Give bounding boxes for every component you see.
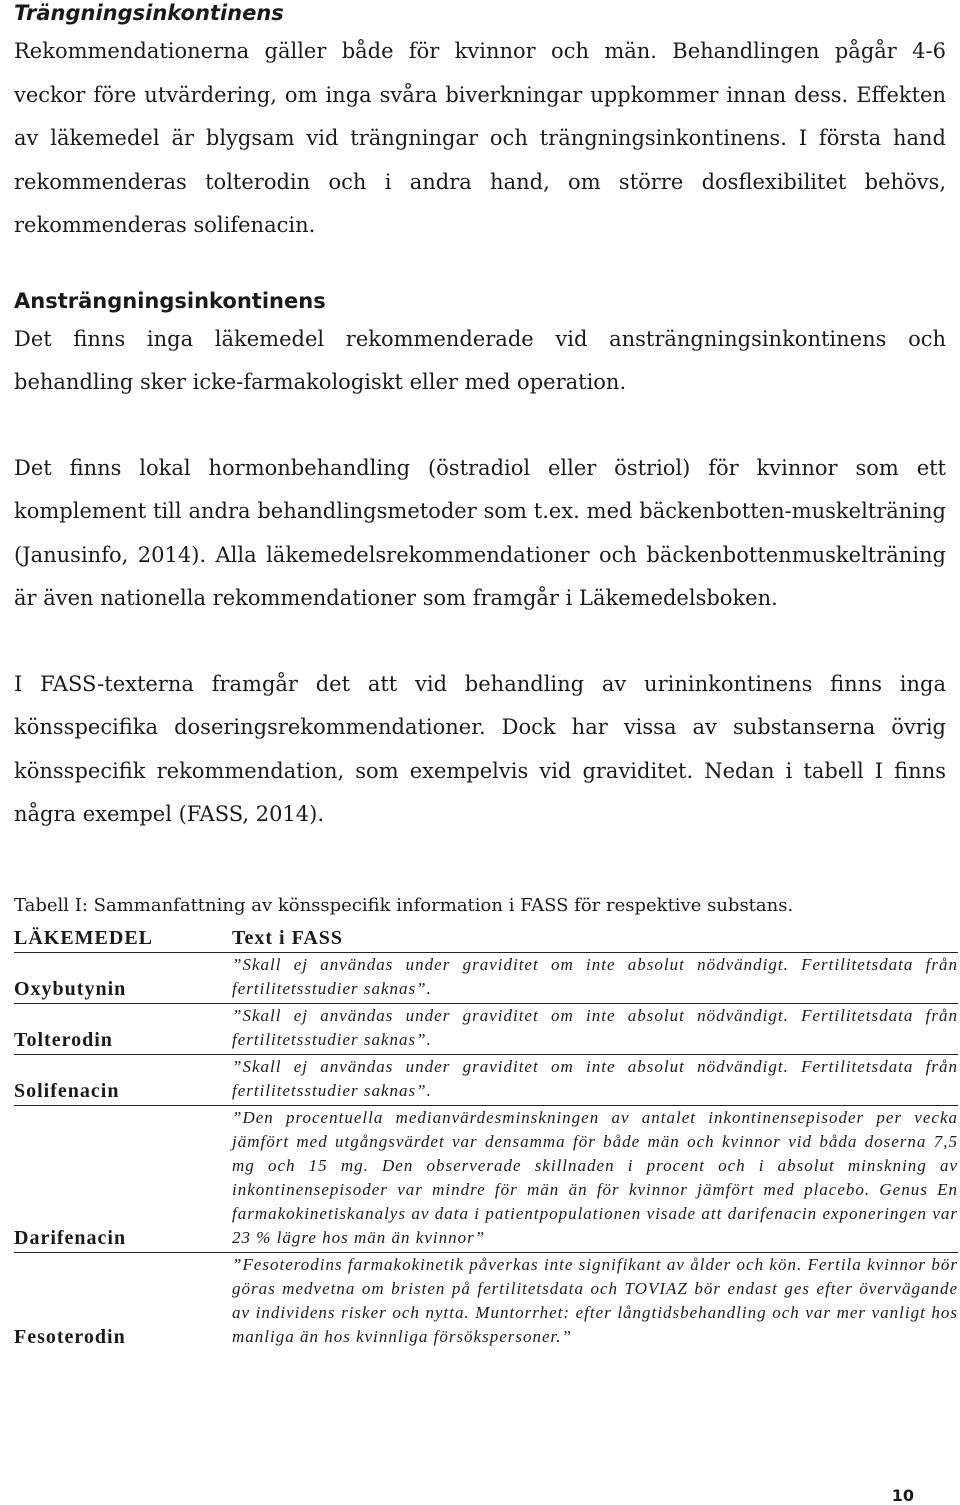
drug-name: Fesoterodin: [14, 1325, 126, 1348]
table-header-row: [14, 927, 958, 953]
header-text-i-fass: Text i FASS: [212, 927, 958, 953]
table-caption: Tabell I: Sammanfattning av könsspecifik information i FASS för respektive substans.: [14, 894, 794, 916]
fass-text: ”Skall ej användas under graviditet om inte absolut nödvändigt. Fertilitetsdata från fertilitetsstudier saknas”.: [212, 1003, 958, 1054]
paragraph-hormonbehandling: Det finns lokal hormonbehandling (östradiol eller östriol) för kvinnor som ett komplement till andra behandlingsmetoder som t.ex. med bäckenbotten-muskelträning (Janusinfo, 2014). Alla läkemedelsrekommendationer och bäckenbottenmuskelträning är även nationella rekommendationer som framgår i Läkemedelsboken.: [14, 455, 946, 610]
fass-table: [14, 927, 958, 1351]
fass-text: ”Skall ej användas under graviditet om inte absolut nödvändigt. Fertilitetsdata från fertilitetsstudier saknas”.: [212, 1054, 958, 1105]
fass-text: ”Skall ej användas under graviditet om inte absolut nödvändigt. Fertilitetsdata från fertilitetsstudier saknas”.: [212, 952, 958, 1003]
table-row: [14, 1252, 958, 1351]
drug-name: Darifenacin: [14, 1105, 212, 1252]
table-row: [14, 1105, 958, 1252]
fass-text: ”Den procentuella medianvärdesminskningen av antalet inkontinensepisoder per vecka jämfört med utgångsvärdet var densamma för både män och kvinnor vid båda doserna 7,5 mg och 15 mg. Den observerade skillnaden i procent och i absolut minskning av inkontinensepisoder var mindre för män än för kvinnor jämfört med placebo. Genus En farmakokinetiskanalys av data i patientpopulationen visade att darifenacin exponeringen var 23 % lägre hos män än kvinnor”: [212, 1105, 958, 1252]
drug-name: Tolterodin: [14, 1003, 212, 1054]
drug-name: Oxybutynin: [14, 952, 212, 1003]
fass-text: ”Fesoterodins farmakokinetik påverkas inte signifikant av ålder och kön. Fertila kvinnor bör göras medvetna om bristen på fertilitetsdata och TOVIAZ bör endast ges efter övervägande av individens risker och nytta. Muntorrhet: efter långtidsbehandling och var mer vanligt hos manliga än hos kvinnliga försökspersoner.”: [232, 1254, 958, 1346]
table-row: [14, 1003, 958, 1054]
page-number: 10: [891, 1486, 914, 1505]
header-lakemedel: LÄKEMEDEL: [14, 927, 212, 953]
drug-name: Solifenacin: [14, 1054, 212, 1105]
heading-trangningsinkontinens: Trängningsinkontinens: [14, 1, 284, 25]
paragraph-trangning: Rekommendationerna gäller både för kvinnor och män. Behandlingen pågår 4-6 veckor före utvärdering, om inga svåra biverkningar uppkommer innan dess. Effekten av läkemedel är blygsam vid trängningar och trängningsinkontinens. I första hand rekommenderas tolterodin och i andra hand, om större dosflexibilitet behövs, rekommenderas solifenacin.: [14, 39, 946, 237]
table-row: [14, 1054, 958, 1105]
heading-anstrangningsinkontinens: Ansträngningsinkontinens: [14, 288, 326, 313]
table-row: [14, 952, 958, 1003]
paragraph-fass: I FASS-texterna framgår det att vid behandling av urininkontinens finns inga könsspecifika doseringsrekommendationer. Dock har vissa av substanserna övrig könsspecifik rekommendation, som exempelvis vid graviditet. Nedan i tabell I finns några exempel (FASS, 2014).: [14, 671, 946, 826]
document-page: [14, 0, 958, 1351]
paragraph-anstrangning: Det finns inga läkemedel rekommenderade vid ansträngningsinkontinens och behandling sker icke-farmakologiskt eller med operation.: [14, 326, 946, 394]
